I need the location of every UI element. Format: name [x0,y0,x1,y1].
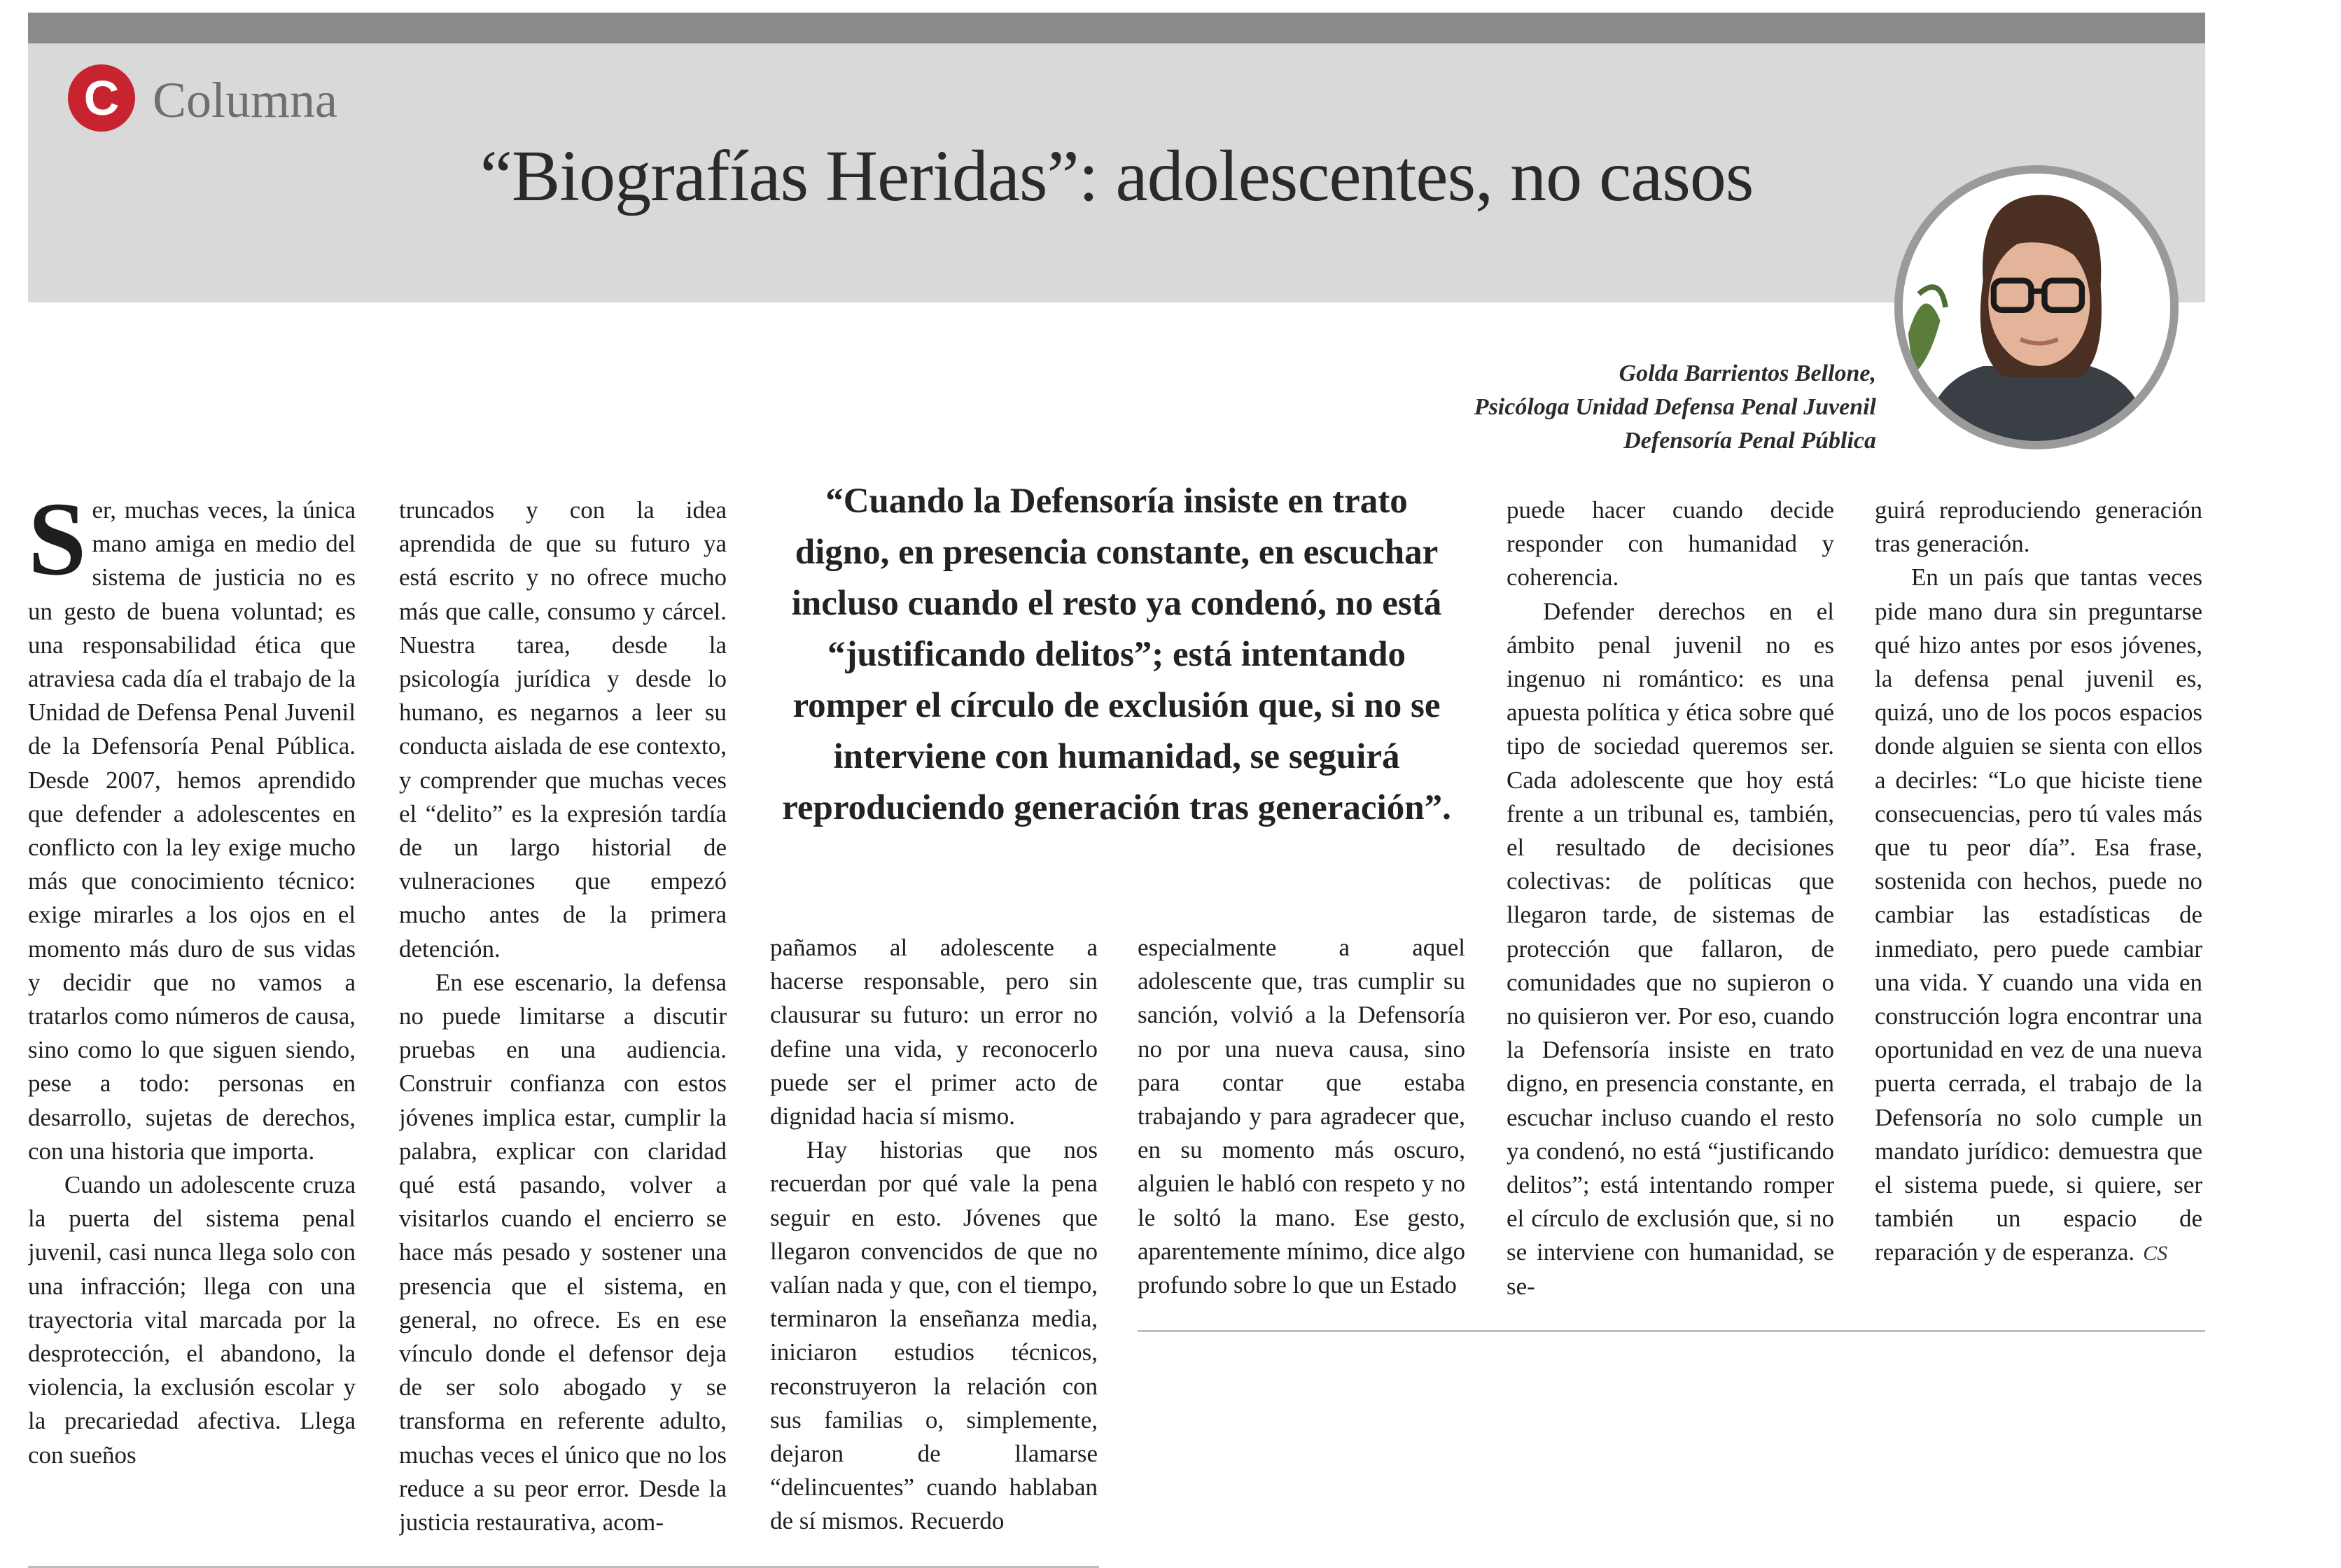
column-5 [1507,493,1834,1326]
column-2 [399,493,727,1544]
column-3 [770,931,1098,1547]
paragraph: En ese escenario, la defensa no puede limitarse a discutir pruebas en una audiencia. Construir confianza con estos jóvenes implica estar, cumplir la palabra, explicar con claridad qué está pasando, volver a visitarlos cuando el encierro se hace más pesado y sostener una presencia que el sistema, en general, no ofrece. Es en ese vínculo donde el defensor deja de ser solo abogado y se transforma en referente adulto, muchas veces el único que no los reduce a su peor error. Desde la justicia restaurativa, acom- [399,968,727,1536]
end-mark-icon: CS [2143,1242,2168,1266]
drop-cap: S [28,493,87,597]
section-label: Columna [153,72,337,128]
pull-quote: “Cuando la Defensoría insiste en trato digno, en presencia constante, en escuchar incluso cuando el resto ya condenó, no está “justificando delitos”; está intentando romper el círculo de exclusión que, si no se interviene con humanidad, se seguirá reproduciendo generación tras generación”. [782,482,1451,827]
divider [1138,1330,2205,1332]
paragraph: guirá reproduciendo generación tras generación. [1875,496,2202,558]
paragraph: truncados y con la idea aprendida de que su futuro ya está escrito y no ofrece mucho más que calle, consumo y cárcel. Nuestra tarea, desde la psicología jurídica y desde lo humano, es negarnos a leer su conducta aislada de ese contexto, y comprender que muchas veces el “delito” es la expresión tardía de un largo historial de vulneraciones que empezó mucho antes de la primera detención. [399,496,727,962]
author-role: Psicóloga Unidad Defensa Penal Juvenil [1474,394,1876,420]
paragraph-text: er, muchas veces, la única mano amiga en medio del sistema de justicia no es un gesto de buena voluntad; es una responsabilidad ética que atraviesa cada día el trabajo de la Unidad de Defensa Penal Juvenil de la Defensoría Penal Pública. Desde 2007, hemos aprendido que defender a adolescentes en conflicto con la ley exige mucho más que conocimiento técnico: exige mirarles a los ojos en el momento más duro de sus vidas y decidir que no vamos a tratarlos como números de causa, sino como lo que siguen siendo, pese a todo: personas en desarrollo, sujetas de derechos, con una historia que importa. [28,496,356,1165]
headline: “Biografías Heridas”: adolescentes, no casos [480,136,1754,216]
column-header [28,43,2205,302]
column-6 [1875,493,2202,1326]
author-organization: Defensoría Penal Pública [1623,428,1876,454]
paragraph: Cuando un adolescente cruza la puerta del sistema penal juvenil, casi nunca llega solo con una infracción; llega con una trayectoria vital marcada por la desprotección, el abandono, la violencia, la exclusión escolar y la precariedad afectiva. Llega con sueños [28,1171,356,1469]
author-portrait-image [1903,174,2170,441]
author-portrait [1894,165,2179,449]
top-bar [28,13,2205,43]
paragraph [1875,561,2202,1270]
columna-logo-icon: C [68,64,135,132]
paragraph: especialmente a aquel adolescente que, tras cumplir su sanción, volvió a la Defensoría no por una nueva causa, sino para contar que estaba trabajando y para agradecer que, en su momento más oscuro, alguien le habló con respeto y no le soltó la mano. Ese gesto, aparentemente mínimo, dice algo profundo sobre lo que un Estado [1138,934,1465,1299]
paragraph: pañamos al adolescente a hacerse responsable, pero sin clausurar su futuro: un error no define una vida, y reconocerlo puede ser el primer acto de dignidad hacia sí mismo. [770,934,1098,1130]
paragraph: Defender derechos en el ámbito penal juvenil no es ingenuo ni romántico: es una apuesta política y ética sobre qué tipo de sociedad queremos ser. Cada adolescente que hoy está frente a un tribunal es, también, el resultado de decisiones colectivas: de políticas que llegaron tarde, de sistemas de protección que fallaron, de comunidades que no supieron o no quisieron ver. Por eso, cuando la Defensoría insiste en trato digno, en presencia constante, en escuchar incluso cuando el resto ya condenó, no está “justificando delitos”; está intentando romper el círculo de exclusión que, si no se interviene con humanidad, se se- [1507,597,1834,1300]
column-1 [28,493,356,1544]
column-4 [1138,931,1465,1323]
author-name: Golda Barrientos Bellone, [1619,360,1876,386]
paragraph: puede hacer cuando decide responder con humanidad y coherencia. [1507,496,1834,592]
paragraph [28,493,356,1168]
paragraph-text: En un país que tantas veces pide mano dura sin preguntarse qué hizo antes por esos jóvenes, la defensa penal juvenil es, quizá, uno de los pocos espacios donde alguien se sienta con ellos a decirles: “Lo que hiciste tiene consecuencias, pero tú vales más que tu peor día”. Esa frase, sostenida con hechos, puede no cambiar las estadísticas de inmediato, pero puede cambiar una vida. Y cuando una vida en construcción logra encontrar una oportunidad en vez de una nueva puerta cerrada, el trabajo de la Defensoría no solo cumple un mandato jurídico: demuestra que el sistema puede, si quiere, ser también un espacio de reparación y de esperanza. [1875,564,2202,1266]
author-byline [1148,357,1876,458]
paragraph: Hay historias que nos recuerdan por qué vale la pena seguir en esto. Jóvenes que llegaron convencidos de que no valían nada y que, con el tiempo, terminaron la enseñanza media, iniciaron estudios técnicos, reconstruyeron la relación con sus familias o, simplemente, dejaron de llamarse “delincuentes” cuando hablaban de sí mismos. Recuerdo [770,1136,1098,1535]
